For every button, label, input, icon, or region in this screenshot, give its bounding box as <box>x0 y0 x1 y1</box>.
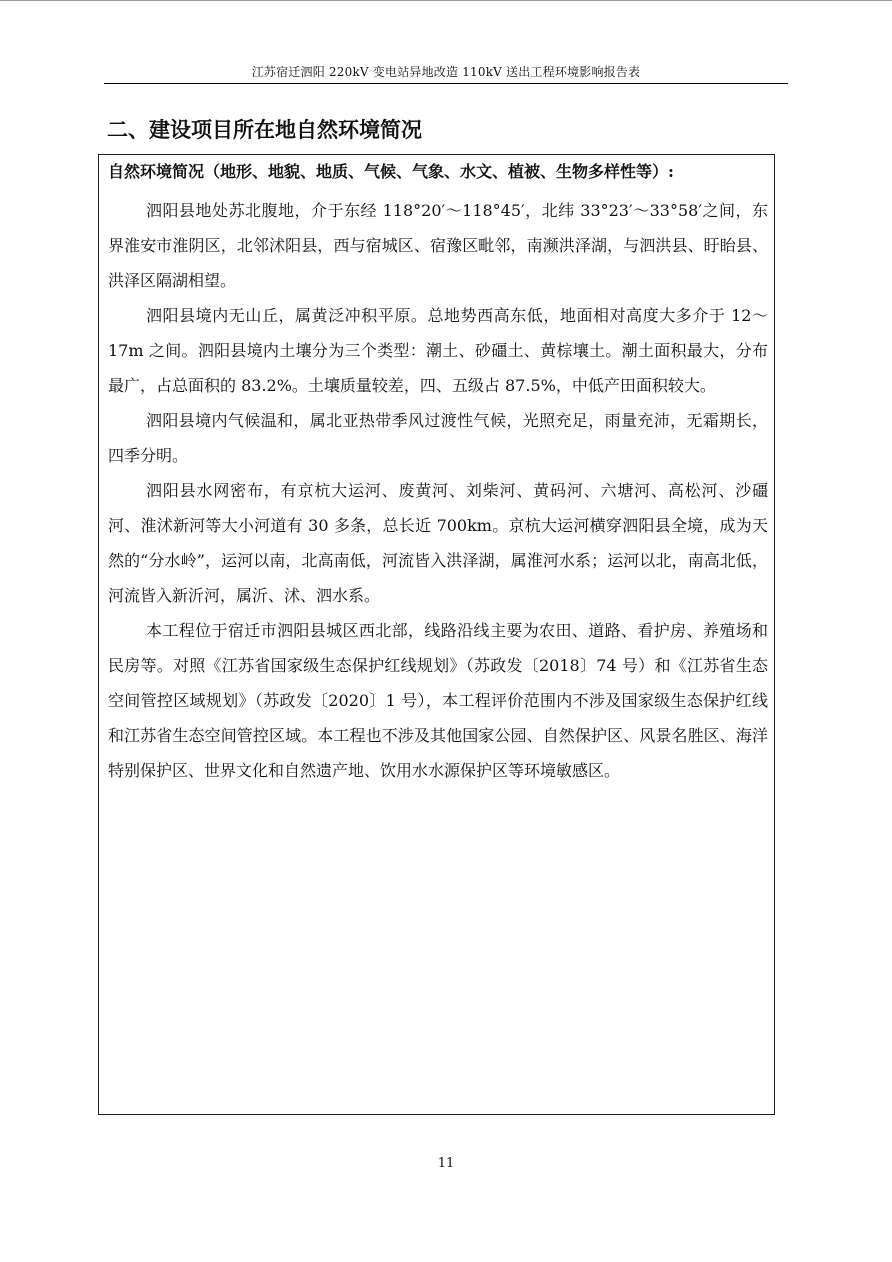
box-heading: 自然环境简况（地形、地貌、地质、气候、气象、水文、植被、生物多样性等）: <box>108 162 674 181</box>
section-title: 二、建设项目所在地自然环境简况 <box>107 117 422 142</box>
paragraph-location: 泗阳县地处苏北腹地，介于东经 118°20′～118°45′，北纬 33°23′～33°58′之间，东界淮安市淮阴区，北邻沭阳县，西与宿城区、宿豫区毗邻，南濒洪泽湖，与泗洪县、盱眙县、洪泽区隔湖相望。 <box>108 201 768 290</box>
paragraph-hydrology: 泗阳县水网密布，有京杭大运河、废黄河、刘柴河、黄码河、六塘河、高松河、沙礓河、淮沭新河等大小河道有 30 多条，总长近 700km。京杭大运河横穿泗阳县全境，成为天然的“分水岭”，运河以南，北高南低，河流皆入洪泽湖，属淮河水系；运河以北，南高北低，河流皆入新沂河，属沂、沭、泗水系。 <box>108 481 768 605</box>
paragraph-list <box>108 193 768 788</box>
header-rule <box>104 83 788 84</box>
paragraph-climate: 泗阳县境内气候温和，属北亚热带季风过渡性气候，光照充足，雨量充沛，无霜期长，四季分明。 <box>108 411 768 465</box>
paragraph-project-site: 本工程位于宿迁市泗阳县城区西北部，线路沿线主要为农田、道路、看护房、养殖场和民房等。对照《江苏省国家级生态保护红线规划》（苏政发〔2018〕74 号）和《江苏省生态空间管控区域规划》（苏政发〔2020〕1 号），本工程评价范围内不涉及国家级生态保护红线和江苏省生态空间管控区域。本工程也不涉及其他国家公园、自然保护区、风景名胜区、海洋特别保护区、世界文化和自然遗产地、饮用水水源保护区等环境敏感区。 <box>108 621 768 780</box>
page-number: 11 <box>437 1156 455 1171</box>
page-top-border <box>0 0 892 1</box>
natural-environment-box <box>98 154 775 1115</box>
paragraph-terrain-soil: 泗阳县境内无山丘，属黄泛冲积平原。总地势西高东低，地面相对高度大多介于 12～17m 之间。泗阳县境内土壤分为三个类型：潮土、砂礓土、黄棕壤土。潮土面积最大，分布最广，占总面积的 83.2%。土壤质量较差，四、五级占 87.5%，中低产田面积较大。 <box>108 306 768 395</box>
running-header: 江苏宿迁泗阳 220kV 变电站异地改造 110kV 送出工程环境影响报告表 <box>251 65 641 79</box>
